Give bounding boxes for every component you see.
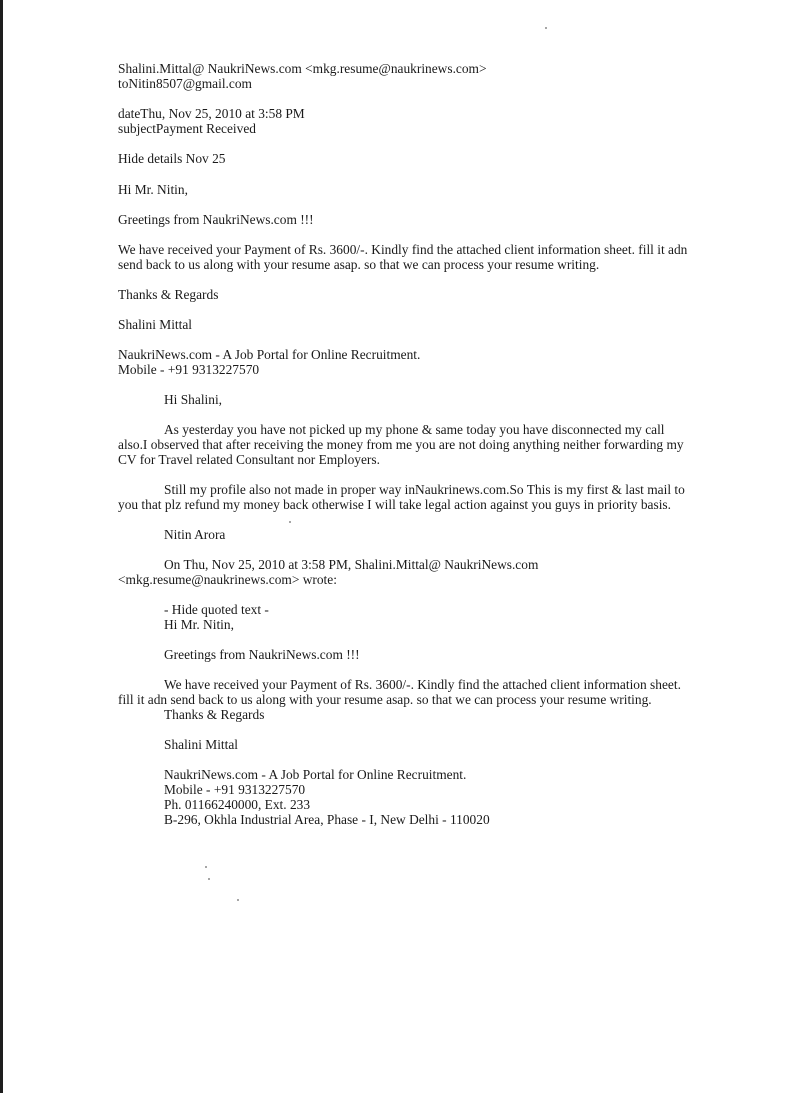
closing-line: Thanks & Regards (118, 287, 219, 302)
body-line: We have received your Payment of Rs. 3600/-. Kindly find the attached client information sheet. fill it adn (118, 242, 688, 257)
quoted-greeting: Hi Mr. Nitin, (164, 617, 234, 632)
reply-body-line: Still my profile also not made in proper way inNaukrinews.com.So This is my first & last mail to (164, 482, 685, 497)
scan-speck (545, 27, 547, 29)
body-line: send back to us along with your resume asap. so that we can process your resume writing. (118, 257, 600, 272)
scan-speck (208, 878, 210, 880)
greeting: Hi Mr. Nitin, (118, 182, 188, 197)
hide-details-link[interactable]: Hide details Nov 25 (118, 151, 226, 166)
quoted-signature-company: NaukriNews.com - A Job Portal for Online Recruitment. (164, 767, 467, 782)
reply-greeting: Hi Shalini, (164, 392, 223, 407)
quoted-signature-mobile: Mobile - +91 9313227570 (164, 782, 306, 797)
quote-header-line: On Thu, Nov 25, 2010 at 3:58 PM, Shalini.Mittal@ NaukriNews.com (164, 557, 539, 572)
scan-speck (237, 899, 239, 901)
scan-speck (289, 521, 291, 523)
subject-line: subjectPayment Received (118, 121, 256, 136)
date-line: dateThu, Nov 25, 2010 at 3:58 PM (118, 106, 305, 121)
to-line: toNitin8507@gmail.com (118, 76, 252, 91)
quoted-closing: Thanks & Regards (164, 707, 265, 722)
quoted-intro: Greetings from NaukriNews.com !!! (164, 647, 360, 662)
hide-quoted-text-link[interactable]: - Hide quoted text - (164, 602, 269, 617)
reply-body-line: CV for Travel related Consultant nor Employers. (118, 452, 380, 467)
quoted-signature-name: Shalini Mittal (164, 737, 239, 752)
signature-name: Shalini Mittal (118, 317, 193, 332)
reply-sender-name: Nitin Arora (164, 527, 226, 542)
quoted-body-line: fill it adn send back to us along with your resume asap. so that we can process your resume writing. (118, 692, 652, 707)
scan-speck (205, 866, 207, 868)
reply-body-line: also.I observed that after receiving the money from me you are not doing anything neither forwarding my (118, 437, 684, 452)
reply-body-line: you that plz refund my money back otherwise I will take legal action against you guys in priority basis. (118, 497, 671, 512)
quoted-body-line: We have received your Payment of Rs. 3600/-. Kindly find the attached client information sheet. (164, 677, 681, 692)
quote-header-line: <mkg.resume@naukrinews.com> wrote: (118, 572, 337, 587)
scan-left-edge (0, 0, 3, 1093)
intro-line: Greetings from NaukriNews.com !!! (118, 212, 314, 227)
reply-body-line: As yesterday you have not picked up my phone & same today you have disconnected my call (164, 422, 665, 437)
signature-company: NaukriNews.com - A Job Portal for Online Recruitment. (118, 347, 421, 362)
quoted-signature-address: B-296, Okhla Industrial Area, Phase - I, New Delhi - 110020 (164, 812, 490, 827)
quoted-signature-phone: Ph. 01166240000, Ext. 233 (164, 797, 311, 812)
signature-mobile: Mobile - +91 9313227570 (118, 362, 260, 377)
from-line: Shalini.Mittal@ NaukriNews.com <mkg.resume@naukrinews.com> (118, 61, 487, 76)
